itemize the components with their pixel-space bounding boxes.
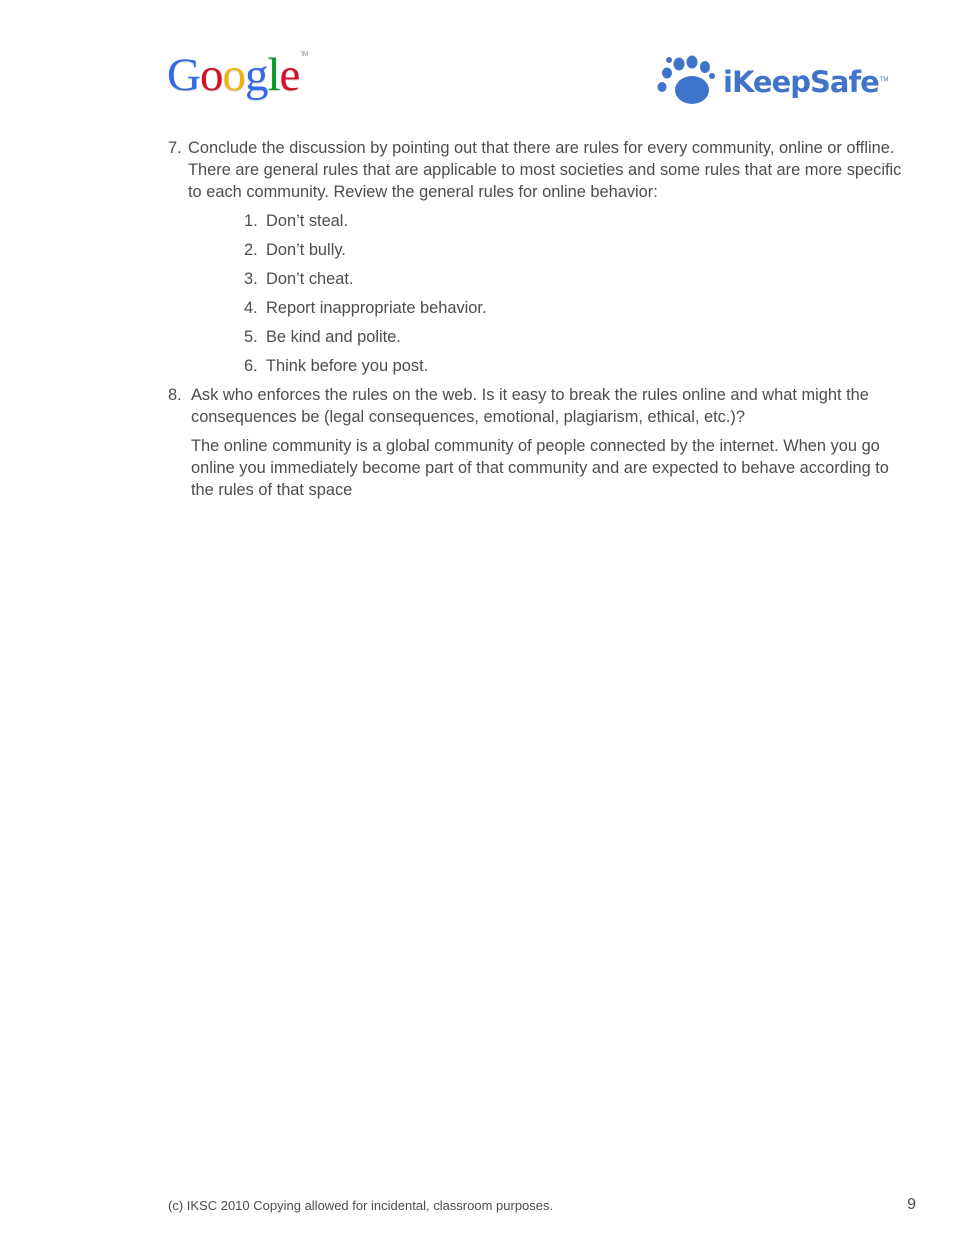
- google-logo-letter: G: [167, 49, 200, 101]
- list-item: [244, 326, 903, 355]
- rules-list: [244, 210, 903, 384]
- rule-number: 6.: [244, 357, 258, 375]
- rule-number: 3.: [244, 270, 258, 288]
- list-item: [244, 210, 903, 239]
- ikeepsafe-tm: TM: [879, 77, 889, 83]
- google-logo-letter: l: [267, 49, 280, 101]
- copyright-footer: (c) IKSC 2010 Copying allowed for incidental, classroom purposes.: [168, 1198, 554, 1213]
- document-body: [168, 137, 903, 501]
- rule-text: Think before you post.: [266, 357, 429, 375]
- rule-text: Be kind and polite.: [266, 328, 401, 346]
- list-item: [244, 239, 903, 268]
- rule-number: 1.: [244, 212, 258, 230]
- list-item: [244, 297, 903, 326]
- google-logo: [167, 49, 308, 101]
- ikeepsafe-wordmark: iKeepSafe: [723, 65, 879, 99]
- google-logo-letter: e: [279, 49, 300, 101]
- rule-text: Report inappropriate behavior.: [266, 299, 487, 317]
- google-logo-tm: TM: [300, 52, 308, 58]
- rule-number: 5.: [244, 328, 258, 346]
- ikeepsafe-logo: [655, 55, 888, 107]
- google-logo-letter: o: [222, 49, 245, 101]
- item-number: 7.: [168, 139, 182, 157]
- list-item-8: [168, 384, 903, 428]
- item-text: Conclude the discussion by pointing out that there are rules for every community, online or offline. There are general rules that are applicable to most societies and some rules that are more specific to each community. Review the general rules for online behavior:: [188, 139, 902, 201]
- paw-print-icon: [655, 55, 717, 107]
- explanation-paragraph: The online community is a global community of people connected by the internet. When you go online you immediately become part of that community and are expected to behave according to the rules of that space: [191, 437, 889, 499]
- rule-text: Don’t cheat.: [266, 270, 354, 288]
- google-logo-letter: g: [244, 49, 268, 101]
- rule-text: Don’t bully.: [266, 241, 346, 259]
- page-number: 9: [907, 1196, 916, 1213]
- google-logo-letter: o: [199, 49, 223, 101]
- item-text: Ask who enforces the rules on the web. Is it easy to break the rules online and what might the consequences be (legal consequences, emotional, plagiarism, ethical, etc.)?: [191, 386, 869, 426]
- rule-number: 2.: [244, 241, 258, 259]
- rule-number: 4.: [244, 299, 258, 317]
- item-number: 8.: [168, 386, 182, 404]
- list-item-7: [168, 137, 903, 384]
- list-item: [244, 355, 903, 384]
- list-item: [244, 268, 903, 297]
- rule-text: Don’t steal.: [266, 212, 348, 230]
